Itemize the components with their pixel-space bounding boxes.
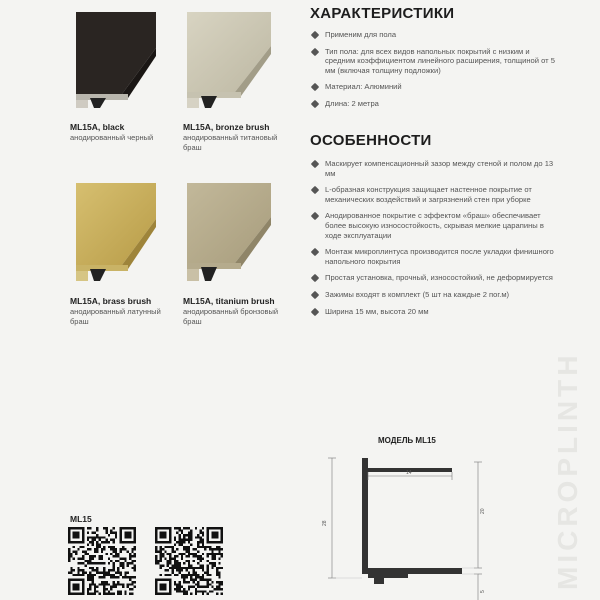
dim-small: 5 <box>480 590 486 593</box>
dim-height: 20 <box>480 508 486 514</box>
bullet-icon <box>311 100 319 108</box>
profile-brass-image <box>70 183 156 281</box>
dim-width: 14 <box>406 470 412 476</box>
product-title: ML15A, brass brush <box>70 296 152 306</box>
list-item: Ширина 15 мм, высота 20 мм <box>310 307 560 317</box>
product-swatch-black <box>70 12 156 108</box>
list-item: Маскирует компенсационный зазор между стеной и полом до 13 мм <box>310 159 560 178</box>
bullet-icon <box>311 307 319 315</box>
list-item: L-образная конструкция защищает настенное покрытие от механических воздействий и загрязнений стен при уборке <box>310 185 560 204</box>
product-title: ML15A, bronze brush <box>183 122 270 132</box>
product-title: ML15A, black <box>70 122 125 132</box>
bullet-icon <box>311 186 319 194</box>
specs-heading: ХАРАКТЕРИСТИКИ <box>310 5 455 22</box>
profile-drawing <box>322 448 497 600</box>
profile-titanium-image <box>183 183 271 281</box>
list-item: Тип пола: для всех видов напольных покрытий с низким и средним коэффициентом линейного расширения, толщиной от 5 мм (включая толщину подложки) <box>310 47 560 76</box>
list-item: Применим для пола <box>310 30 560 40</box>
drawing-title: МОДЕЛЬ ML15 <box>378 436 436 445</box>
profile-bronze-image <box>183 12 271 108</box>
bullet-icon <box>311 160 319 168</box>
product-desc: анодированный черный <box>70 133 154 142</box>
dim-total: 28 <box>322 520 328 526</box>
bullet-icon <box>311 274 319 282</box>
bullet-icon <box>311 248 319 256</box>
list-item: Зажимы входят в комплект (5 шт на каждые 2 пог.м) <box>310 290 560 300</box>
qr-label: ML15 <box>70 514 92 524</box>
product-desc: анодированный бронзовый браш <box>183 307 279 326</box>
qr-code-1[interactable] <box>68 527 136 595</box>
list-item: Материал: Алюминий <box>310 82 560 92</box>
product-desc: анодированный титановый браш <box>183 133 278 152</box>
bullet-icon <box>311 47 319 55</box>
list-item: Длина: 2 метра <box>310 99 560 109</box>
product-swatch-titanium <box>183 183 271 281</box>
bullet-icon <box>311 291 319 299</box>
list-item: Монтаж микроплинтуса производится после укладки финишного напольного покрытия <box>310 247 560 266</box>
list-item: Простая установка, прочный, износостойкий, не деформируется <box>310 273 560 283</box>
product-swatch-bronze <box>183 12 271 108</box>
brand-vertical-text: MICROPLINTH <box>552 351 583 590</box>
features-heading: ОСОБЕННОСТИ <box>310 132 432 149</box>
product-swatch-brass <box>70 183 156 281</box>
specs-list <box>310 30 560 109</box>
qr-code-2[interactable] <box>155 527 223 595</box>
bullet-icon <box>311 83 319 91</box>
bullet-icon <box>311 31 319 39</box>
profile-black-image <box>70 12 156 108</box>
list-item: Анодированное покрытие с эффектом «браш» обеспечивает более высокую износостойкость, скрывая мелкие царапины в ходе эксплуатации <box>310 211 560 240</box>
product-desc: анодированный латунный браш <box>70 307 161 326</box>
product-title: ML15A, titanium brush <box>183 296 275 306</box>
bullet-icon <box>311 212 319 220</box>
features-list <box>310 159 560 316</box>
